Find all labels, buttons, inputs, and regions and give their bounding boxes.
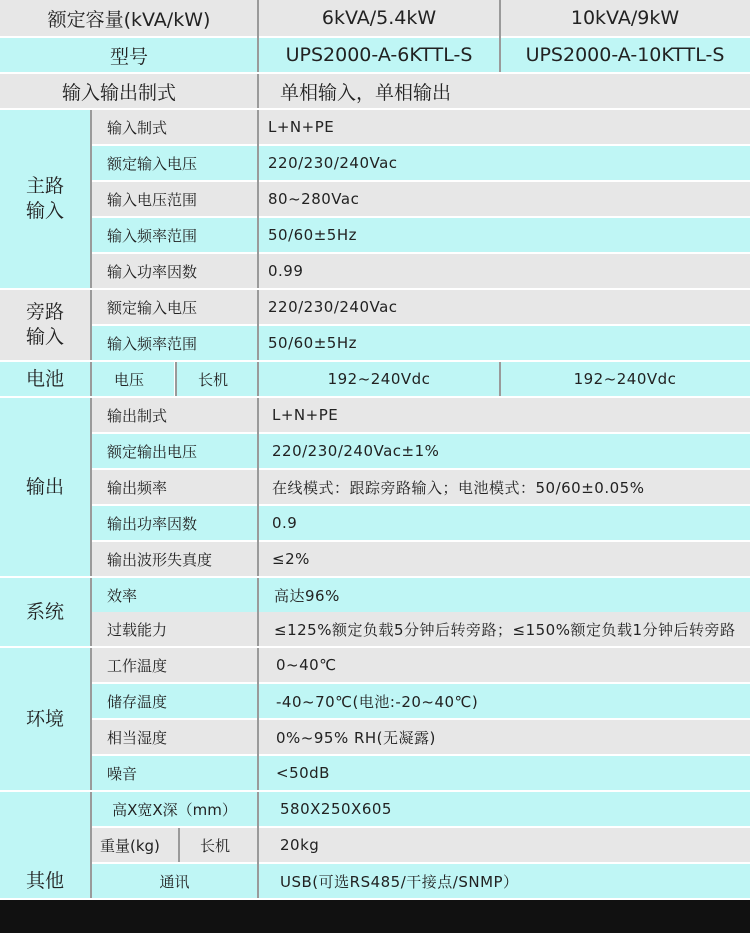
dims-label: 高X宽X深（mm） <box>92 792 257 826</box>
main-input-value: 220/230/240Vac <box>258 146 750 180</box>
environment-label: 工作温度 <box>92 648 257 682</box>
group-environment: 环境 <box>0 648 90 790</box>
weight-sublabel: 长机 <box>180 828 257 862</box>
system-label: 效率 <box>92 578 257 612</box>
output-label: 输出制式 <box>92 398 257 432</box>
io-system-value: 单相输入，单相输出 <box>258 74 750 108</box>
comm-value: USB(可选RS485/干接点/SNMP） <box>258 864 750 898</box>
bypass-input-label: 额定输入电压 <box>92 290 257 324</box>
group-main-input: 主路 输入 <box>0 110 90 288</box>
column-divider <box>257 110 259 288</box>
output-value: 0.9 <box>258 506 750 540</box>
group-bypass-input: 旁路 输入 <box>0 290 90 360</box>
col1-rating: 6kVA/5.4kW <box>258 0 500 36</box>
bypass-input-value: 50/60±5Hz <box>258 326 750 360</box>
column-divider <box>90 578 92 646</box>
battery-sublabel: 长机 <box>176 362 257 396</box>
column-divider <box>257 792 259 898</box>
column-divider <box>90 362 92 396</box>
environment-label: 相当湿度 <box>92 720 257 754</box>
column-divider <box>257 398 259 576</box>
system-value: ≤125%额定负载5分钟后转旁路；≤150%额定负载1分钟后转旁路 <box>258 612 750 646</box>
output-value: L+N+PE <box>258 398 750 432</box>
main-input-value: 0.99 <box>258 254 750 288</box>
environment-value: 0~40℃ <box>258 648 750 682</box>
environment-label: 储存温度 <box>92 684 257 718</box>
system-label: 过载能力 <box>92 612 257 646</box>
column-divider <box>90 110 92 288</box>
output-label: 输出波形失真度 <box>92 542 257 576</box>
environment-value: -40~70℃(电池:-20~40℃) <box>258 684 750 718</box>
col2-rating: 10kVA/9kW <box>500 0 750 36</box>
main-input-label: 输入频率范围 <box>92 218 257 252</box>
environment-value: <50dB <box>258 756 750 790</box>
main-input-label: 输入电压范围 <box>92 182 257 216</box>
col2-model: UPS2000-A-10KTTL-S <box>500 38 750 72</box>
col1-model: UPS2000-A-6KTTL-S <box>258 38 500 72</box>
io-system-label: 输入输出制式 <box>0 74 258 108</box>
bottom-bar <box>0 900 750 933</box>
column-divider <box>175 362 177 396</box>
weight-value: 20kg <box>258 828 750 862</box>
column-divider <box>499 362 501 396</box>
main-input-value: 50/60±5Hz <box>258 218 750 252</box>
bypass-input-value: 220/230/240Vac <box>258 290 750 324</box>
output-value: ≤2% <box>258 542 750 576</box>
column-divider <box>257 290 259 360</box>
column-divider <box>257 0 259 72</box>
weight-label: 重量(kg) <box>92 828 178 862</box>
column-divider <box>90 290 92 360</box>
group-system: 系统 <box>0 578 90 646</box>
output-value: 在线模式：跟踪旁路输入；电池模式：50/60±0.05% <box>258 470 750 504</box>
environment-value: 0%~95% RH(无凝露) <box>258 720 750 754</box>
main-input-value: 80~280Vac <box>258 182 750 216</box>
column-divider <box>257 648 259 790</box>
column-divider <box>499 0 501 72</box>
column-divider <box>90 398 92 576</box>
environment-label: 噪音 <box>92 756 257 790</box>
system-value: 高达96% <box>258 578 750 612</box>
column-divider <box>178 828 180 862</box>
main-input-value: L+N+PE <box>258 110 750 144</box>
bypass-input-label: 输入频率范围 <box>92 326 257 360</box>
group-output: 输出 <box>0 398 90 576</box>
main-input-label: 输入功率因数 <box>92 254 257 288</box>
battery-label: 电压 <box>92 362 174 396</box>
output-value: 220/230/240Vac±1% <box>258 434 750 468</box>
column-divider <box>90 648 92 790</box>
group-battery: 电池 <box>0 362 90 396</box>
column-divider <box>257 362 259 396</box>
rating-label: 额定容量(kVA/kW) <box>0 0 258 36</box>
comm-label: 通讯 <box>92 864 257 898</box>
column-divider <box>257 578 259 646</box>
column-divider <box>90 792 92 898</box>
battery-col2-value: 192~240Vdc <box>500 362 750 396</box>
main-input-label: 额定输入电压 <box>92 146 257 180</box>
main-input-label: 输入制式 <box>92 110 257 144</box>
dims-value: 580X250X605 <box>258 792 750 826</box>
battery-col1-value: 192~240Vdc <box>258 362 500 396</box>
group-other: 其他 <box>25 869 64 892</box>
column-divider <box>257 74 259 108</box>
output-label: 输出频率 <box>92 470 257 504</box>
output-label: 输出功率因数 <box>92 506 257 540</box>
output-label: 额定输出电压 <box>92 434 257 468</box>
model-label: 型号 <box>0 38 258 72</box>
